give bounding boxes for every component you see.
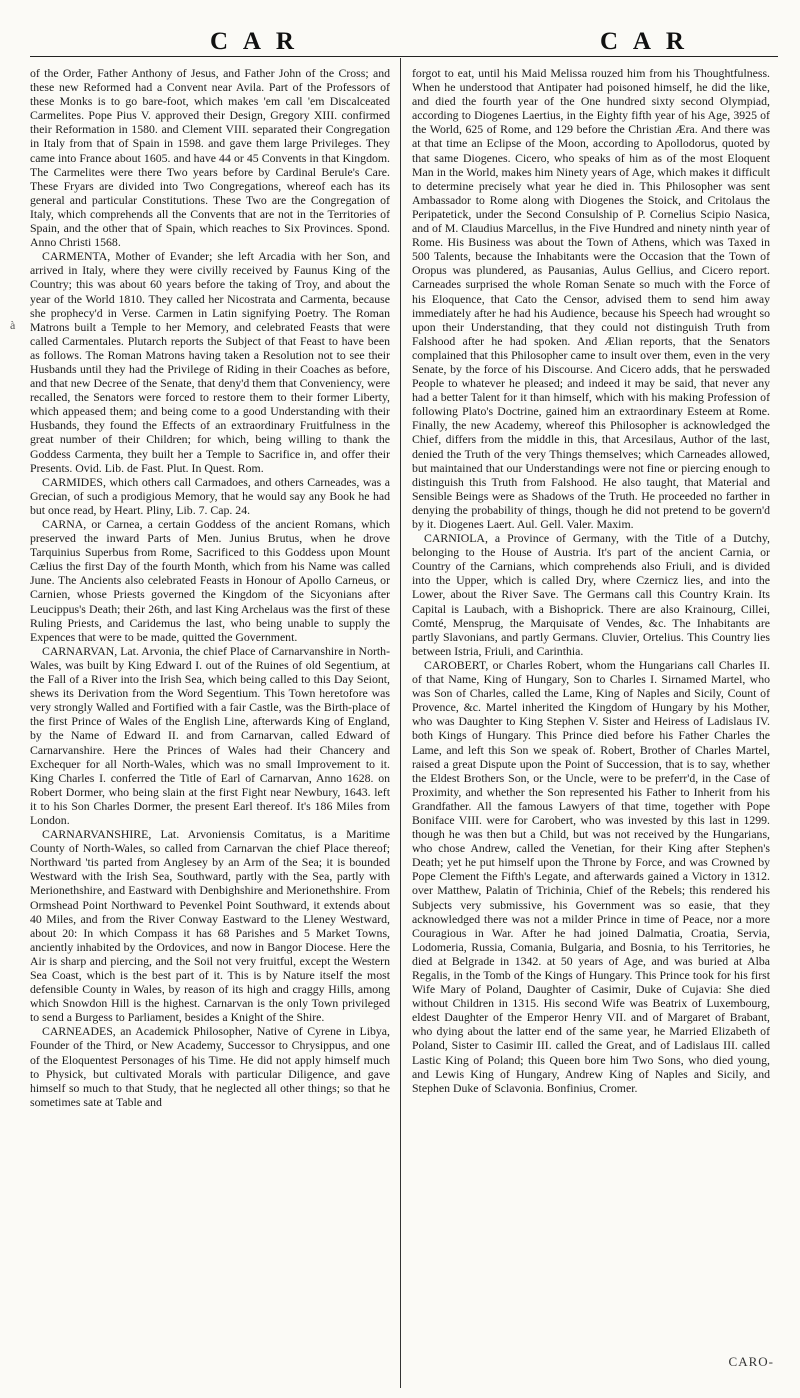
entry-carnarvan: CARNARVAN, Lat. Arvonia, the chief Place of Carnarvanshire in North-Wales, was built by King Edward I. out of the Ruines of old Segentium, at the Fall of a River into the Irish Sea, which being called to this Day Seiont, shews its Derivation from the Word Segentium. This Town heretofore was very strongly Walled and Fortified with a fair Castle, was the Birth-place of the first Prince of Wales of the English Line, afterwards King of England, by the Name of Edward II. and from Carnarvan, called Edward of Carnarvanshire. Here the Princes of Wales had their Chancery and Exchequer for all North-Wales, which was no small Improvement to it. King Charles I. conferred the Title of Earl of Carnarvan, Anno 1628. on Robert Dormer, who being slain at the first Fight near Newbury, 1643. left it to his Son Charles Dormer, the present Earl thereof. It's 186 Miles from London.: [30, 643, 390, 827]
column-divider: [400, 58, 401, 1388]
entry-carobert: CAROBERT, or Charles Robert, whom the Hungarians call Charles II. of that Name, King of Hungary, Son to Charles I. Sirnamed Martel, who was Son of Charles, called the Lame, King of Naples and Sicily, Count of Provence, &c. Martel inherited the Kingdom of Hungary by his Mother, who was Daughter to King Stephen V. Sister and Heiress of Ladislaus IV. both Kings of Hungary. This Prince died before his Father Charles the Lame, and left this Son we speak of. Robert, Brother of Charles Martel, raised a great Dispute upon the Point of Succession, that is to say, whether the Eldest Brothers Son, or the Uncle, were to be preferr'd, in the Case of Proximity, and whether the Son represented his Father to Inherit from his Grandfather. All the famous Lawyers of that time, together with Pope Boniface VIII. were for Carobert, who was invested by this last in 1299. though he was then but a Child, but was not received by the Hungarians, who chose Andrew, called the Venetian, for their King after Stephen's Death; yet he put himself upon the Throne by Force, and was Crowned by Pope Clement the Fifth's Legate, and afterwards gained a Victory in 1312. over Matthew, Palatin of Trichinia, Chief of the Rebels; this rendered his Subjects very submissive, his Government was so easie, that they acknowledged there was not a milder Prince in time of Peace, nor a more Couragious in War. After he had joined Dalmatia, Croatia, Servia, Lodomeria, Russia, Comania, Bulgaria, and Bosnia, to his Territories, he died at Belgrade in 1342. at 50 years of Age, and was buried at Alba Regalis, in the Tomb of the Kings of Hungary. This Prince took for his first Wife Mary of Poland, Daughter of Casimir, Duke of Cujavia: She died without Children in 1315. His second Wife was Beatrix of Luxembourg, eldest Daughter of the Emperor Henry VII. and of Margaret of Brabant, who dying about the latter end of the same year, he Married Elizabeth of Poland, Sister to Casimir III. called the Great, and of Ladislaus III. called Lastic King of Poland; this Queen bore him Two Sons, who died young, and Lewis King of Hungary, Andrew King of Naples and Sicily, and Stephen Duke of Sclavonia. Bonfinius, Cromer.: [412, 657, 770, 1095]
entry-carnarvanshire: CARNARVANSHIRE, Lat. Arvoniensis Comitatus, is a Maritime County of North-Wales, so called from Carnarvan the chief Place thereof; Northward 'tis parted from Anglesey by an Arm of the Sea; it is bounded Westward with the Irish Sea, Southward, partly with the Sea, partly with Merionethshire, and Eastward with Denbighshire and Merionethshire. From Ormshead Point Northward to Pevenkel Point Southward, it extends about 40 Miles, and from the River Conway Eastward to the Lleney Westward, about 20: In which Compass it has 68 Parishes and 5 Market Towns, anciently inhabited by the Ordovices, and now in Bangor Diocese. Here the Air is sharp and piercing, and the Soil not very fruitful, except the Western Sea Coast, which is the best part of it. This is by Nature itself the most defensible County in Wales, by reason of its high and craggy Hills, among which Snowdon Hill is the highest. Carnarvan is the only Town privileged to send a Burgess to Parliament, besides a Knight of the Shire.: [30, 827, 390, 1025]
entry-carniola: CARNIOLA, a Province of Germany, with the Title of a Dutchy, belonging to the House of Austria. It's part of the ancient Carnia, or Country of the Carnians, which comprehends also Friuli, and is divided into the Upper, which is called Dry, where Czernicz lies, and into the Lower, about the River Save. The Germans call this Country Krain. Its Capital is Laubach, with a Bishoprick. There are also Krainourg, Cillei, Comté, Mensprug, the Marquisate of Vendes, &c. The Inhabitants are partly Slavonians, and partly Germans. Cluvier, Ortelius. This Country lies between Istria, Friuli, and Carinthia.: [412, 531, 770, 658]
running-head-right: C A R: [600, 28, 689, 55]
left-column: [30, 66, 390, 1386]
catchword: CARO-: [728, 1354, 774, 1369]
entry-carna: CARNA, or Carnea, a certain Goddess of the ancient Romans, which preserved the inward Parts of Men. Junius Brutus, when he drove Tarquinius Superbus from Rome, Sacrificed to this Goddess upon Mount Cælius the first Day of the fourth Month, which from his Name was called June. The Ancients also celebrated Feasts in Honour of Apollo Carneus, or Carnien, whose Priests governed the Kingdom of the Sicyonians after Leucippus's Death; their 26th, and last King Archelaus was the first of these Ruling Priests, and Caridemus the last, who being unable to supply the Expences that were to be made, quitted the Government.: [30, 517, 390, 644]
entry-carmelites-continued: of the Order, Father Anthony of Jesus, and Father John of the Cross; and these new Reformed had a Convent near Avila. Part of the Professors of these Monks is to go bare-foot, which makes 'em call 'em Discalceated Carmelites. Pope Pius V. approved their Design, Gregory XIII. confirmed their Reformation in 1580. and Clement VIII. separated their Congregation in Italy from that of Spain in 1598. and gave them large Privileges. They came into France about 1605. and have 44 or 45 Convents in that Kingdom. The Carmelites were there Two years before by Cardinal Berule's Care. These Fryars are divided into Two Congregations, whereof each has its general and particular Constitutions. These Two are the Congregation of Italy, which comprehends all the Convents that are not in the Territories of Spain, and the other that of Spain, which reaches to Six Provinces. Spond. Anno Christi 1568.: [30, 66, 390, 250]
entry-carneades-continued: forgot to eat, until his Maid Melissa rouzed him from his Thoughtfulness. When he understood that Antipater had poisoned himself, he did the like, and died the fourth year of the One hundred sixty second Olympiad, according to Diogenes Laertius, in the Eighty fifth year of his Age, 3925 of the World, 625 of Rome, and 129 before the Christian Æra. And there was at that time an Eclipse of the Moon, according to Apollodorus, quoted by that same Diogenes. Cicero, who speaks of him as of the most Eloquent Man in the World, makes him Ninety years of Age, which makes it difficult to determine precisely what year he died in. This Philosopher was sent Ambassador to Rome along with Diogenes the Stoick, and Critolaus the Peripatetick, under the Second Consulship of P. Cornelius Scipio Nasica, and of M. Claudius Marcellus, in the Five Hundred and ninety ninth year of Rome. His Business was about the Town of Athens, which was Taxed in 500 Talents, because the Inhabitants were the Occasion that the Town of Oropus was plundered, as Pausanias, Aulus Gellius, and Cicero report. Carneades surprised the whole Roman Senate so much with the Force of his Eloquence, that Cato the Censor, advised them to send him away immediately after he had his Audience, because his Speech had wrought so upon their Understanding, that they could not distinguish Truth from Falshood after he had spoken. And Ælian reports, that the Senators complained that this Philosopher came to insult over them, even in the very Senate, by the force of his Discourse. And Cicero adds, that he perswaded People to whatever he pleased; and indeed it may be said, that never any had a better Talent for it than himself, which with his making Profession of following Plato's Doctrine, gained him an extraordinary Esteem at Rome. Finally, the new Academy, whereof this Philosopher is acknowledged the Chief, differs from the middle in this, that Arcesilaus, Author of the last, denied the Truth of the very Things themselves; which Carneades allowed, but maintained that our Understandings were not fine or piercing enough to distinguish this Truth from Falshood. He also taught, that Material and Sensible Beings were as Shadows of the Truth. He proceeded no farther in denying the probability of things, though he did not pretend to be govern'd by it. Diogenes Laert. Aul. Gell. Valer. Maxim.: [412, 66, 770, 531]
right-column: [412, 66, 770, 1386]
entry-carmenta: CARMENTA, Mother of Evander; she left Arcadia with her Son, and arrived in Italy, where they were civilly received by Faunus King of the Country; this was about 60 years before the taking of Troy, and about the year of the World 1810. They called her Nicostrata and Carmenta, because she prophecy'd in Verse. Carmen in Latin signifying Poetry. The Roman Matrons built a Temple to her Memory, and celebrated Feasts that were called Carmentales. Plutarch reports the Subject of that Feast to have been as follows. The Roman Matrons having taken a Resolution not to see their Husbands until they had the Privilege of Riding in their Coaches as before, and that new Decree of the Senate, that deny'd them that Conveniency, were recalled, the Senators were forced to restore them to their former Liberty, which appeased them; and being come to a good Understanding with their Husbands, they found the Effects of an extraordinary Fruitfulness in the great number of their Children; for which, being willing to thank the Goddess Carmenta, they built her a Temple to Sacrifice in, and offer their Presents. Ovid. Lib. de Fast. Plut. In Quest. Rom.: [30, 249, 390, 475]
header-rule: [30, 56, 778, 57]
running-head-left: C A R: [210, 28, 299, 55]
entry-carmides: CARMIDES, which others call Carmadoes, and others Carneades, was a Grecian, of such a prodigious Memory, that he would say any Book he had but once read, by Heart. Pliny, Lib. 7. Cap. 24.: [30, 474, 390, 517]
margin-mark: à: [10, 318, 16, 332]
entry-carneades: CARNEADES, an Academick Philosopher, Native of Cyrene in Libya, Founder of the Third, or New Academy, Successor to Chrysippus, and one of the Eloquentest Personages of his Time. He did not apply himself much to Physick, but cultivated Morals with particular Diligence, and gave himself so much to that Study, that he neglected all other things; so that he sometimes sate at Table and: [30, 1024, 390, 1109]
